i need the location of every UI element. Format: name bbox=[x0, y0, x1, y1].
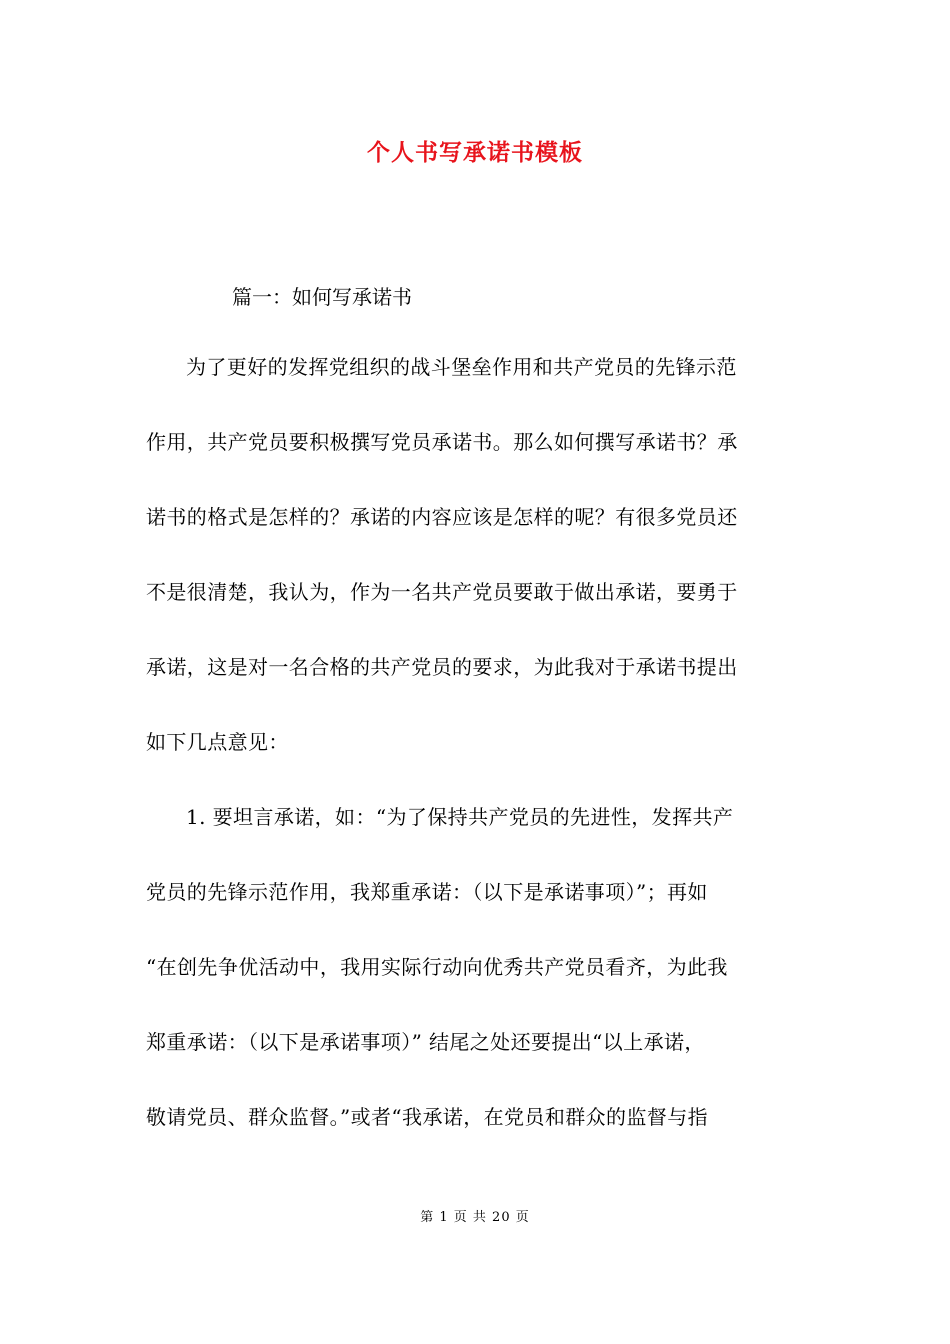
list-item-line: 郑重承诺：（以下是承诺事项）” 结尾之处还要提出“以上承诺， bbox=[146, 1030, 705, 1054]
paragraph-line: 诺书的格式是怎样的？承诺的内容应该是怎样的呢？有很多党员还 bbox=[146, 505, 738, 529]
list-item-line: 1. 要坦言承诺，如：“为了保持共产党员的先进性，发挥共产 bbox=[186, 805, 734, 829]
document-title: 个人书写承诺书模板 bbox=[367, 139, 583, 166]
paragraph-line: 不是很清楚，我认为，作为一名共产党员要敢于做出承诺，要勇于 bbox=[146, 580, 738, 604]
paragraph-line: 如下几点意见： bbox=[146, 730, 289, 754]
paragraph-line: 作用，共产党员要积极撰写党员承诺书。那么如何撰写承诺书？承 bbox=[146, 430, 738, 454]
section-heading: 篇一：如何写承诺书 bbox=[232, 285, 412, 309]
paragraph-line: 为了更好的发挥党组织的战斗堡垒作用和共产党员的先锋示范 bbox=[186, 355, 737, 379]
page-number-footer: 第 1 页 共 20 页 bbox=[420, 1210, 530, 1225]
list-item-line: 党员的先锋示范作用，我郑重承诺：（以下是承诺事项）”；再如 bbox=[146, 880, 708, 904]
list-item-line: 敬请党员、群众监督。”或者“我承诺，在党员和群众的监督与指 bbox=[146, 1105, 709, 1129]
paragraph-line: 承诺，这是对一名合格的共产党员的要求，为此我对于承诺书提出 bbox=[146, 655, 738, 679]
list-item-line: “在创先争优活动中，我用实际行动向优秀共产党员看齐，为此我 bbox=[146, 955, 728, 979]
